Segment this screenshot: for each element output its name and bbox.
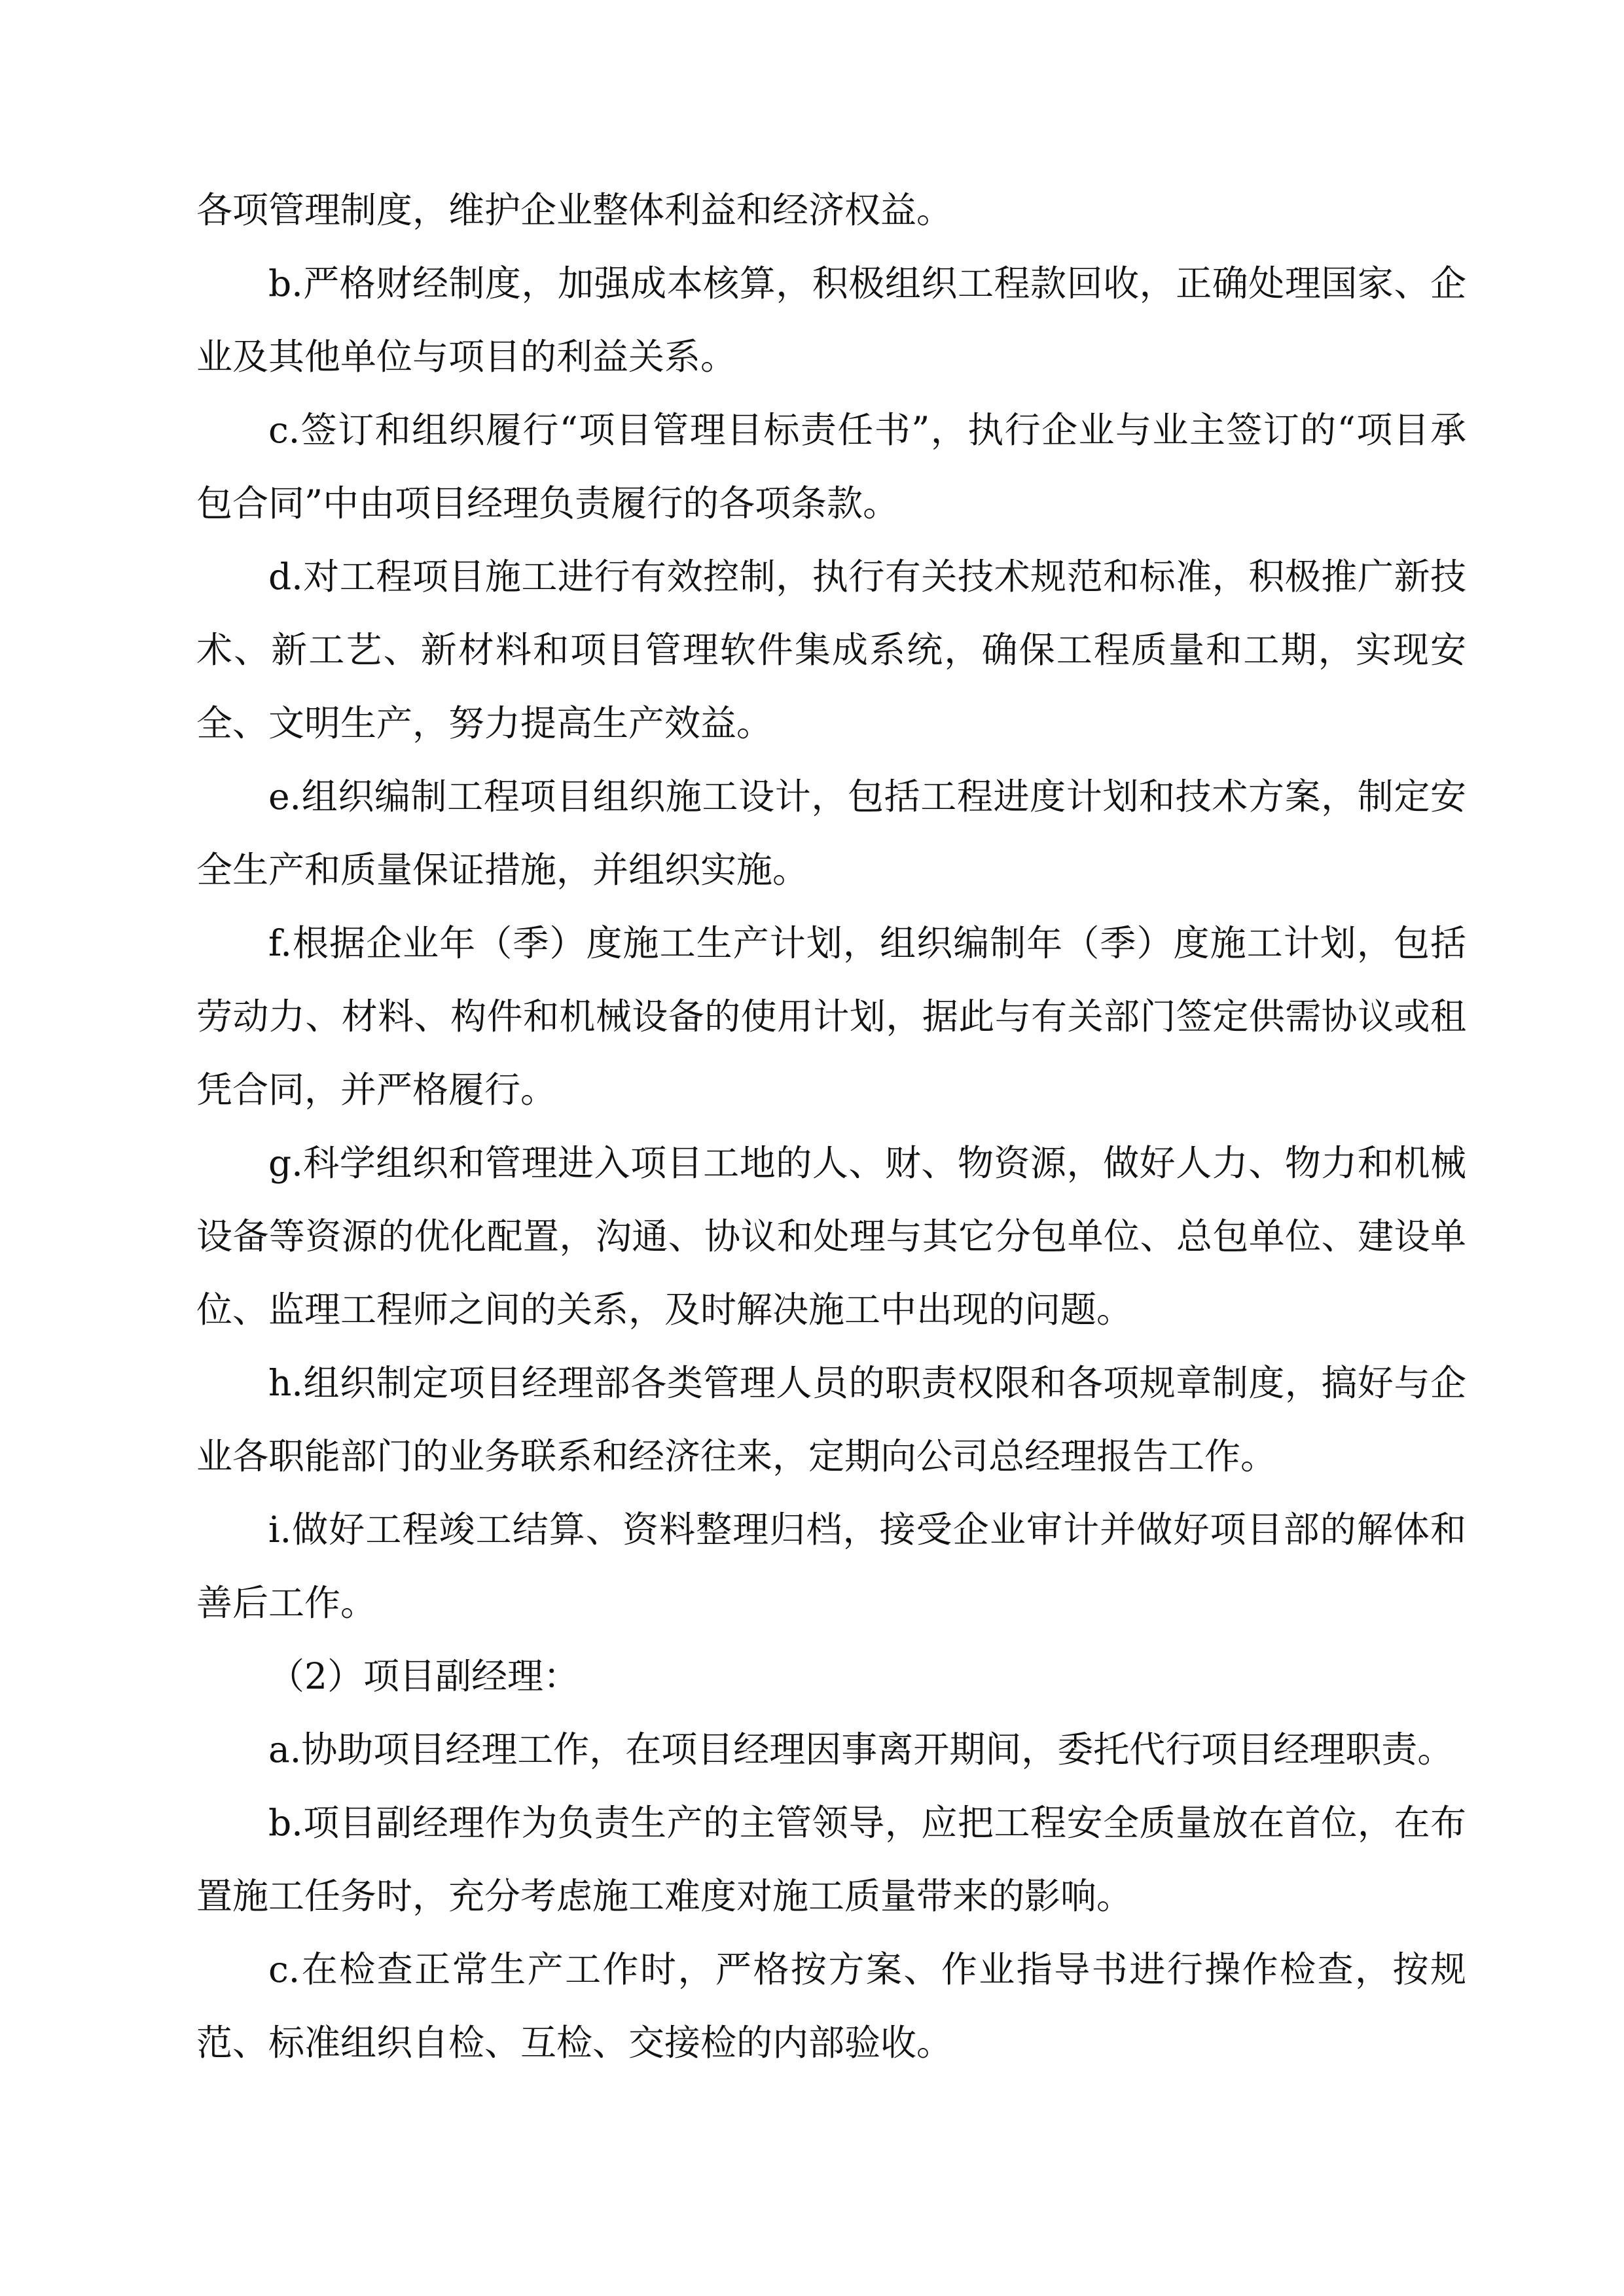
paragraph-item-f: f.根据企业年（季）度施工生产计划，组织编制年（季）度施工计划，包括劳动力、材料、构件和机械设备的使用计划，据此与有关部门签定供需协议或租凭合同，并严格履行。 (196, 922, 1466, 1111)
paragraph-deputy-item-c: c.在检查正常生产工作时，严格按方案、作业指导书进行操作检查，按规范、标准组织自检、互检、交接检的内部验收。 (196, 1948, 1466, 2064)
document-body (196, 173, 1466, 2079)
paragraph-deputy-item-b: b.项目副经理作为负责生产的主管领导，应把工程安全质量放在首位，在布置施工任务时，充分考虑施工难度对施工质量带来的影响。 (196, 1802, 1466, 1917)
paragraph-item-i: i.做好工程竣工结算、资料整理归档，接受企业审计并做好项目部的解体和善后工作。 (196, 1509, 1466, 1624)
paragraph-item-h: h.组织制定项目经理部各类管理人员的职责权限和各项规章制度，搞好与企业各职能部门的业务联系和经济往来，定期向公司总经理报告工作。 (196, 1362, 1466, 1477)
paragraph-deputy-item-a: a.协助项目经理工作，在项目经理因事离开期间，委托代行项目经理职责。 (268, 1729, 1454, 1770)
paragraph-continuation: 各项管理制度，维护企业整体利益和经济权益。 (196, 189, 953, 231)
paragraph-item-e: e.组织编制工程项目组织施工设计，包括工程进度计划和技术方案，制定安全生产和质量保证措施，并组织实施。 (196, 776, 1466, 891)
section-heading-deputy-manager: （2）项目副经理： (268, 1655, 579, 1697)
paragraph-item-c: c.签订和组织履行“项目管理目标责任书”，执行企业与业主签订的“项目承包合同”中由项目经理负责履行的各项条款。 (196, 409, 1466, 524)
paragraph-item-d: d.对工程项目施工进行有效控制，执行有关技术规范和标准，积极推广新技术、新工艺、新材料和项目管理软件集成系统，确保工程质量和工期，实现安全、文明生产，努力提高生产效益。 (196, 556, 1466, 744)
paragraph-item-b: b.严格财经制度，加强成本核算，积极组织工程款回收，正确处理国家、企业及其他单位与项目的利益关系。 (196, 262, 1466, 378)
paragraph-item-g: g.科学组织和管理进入项目工地的人、财、物资源，做好人力、物力和机械设备等资源的优化配置，沟通、协议和处理与其它分包单位、总包单位、建设单位、监理工程师之间的关系，及时解决施工中出现的问题。 (196, 1142, 1466, 1331)
